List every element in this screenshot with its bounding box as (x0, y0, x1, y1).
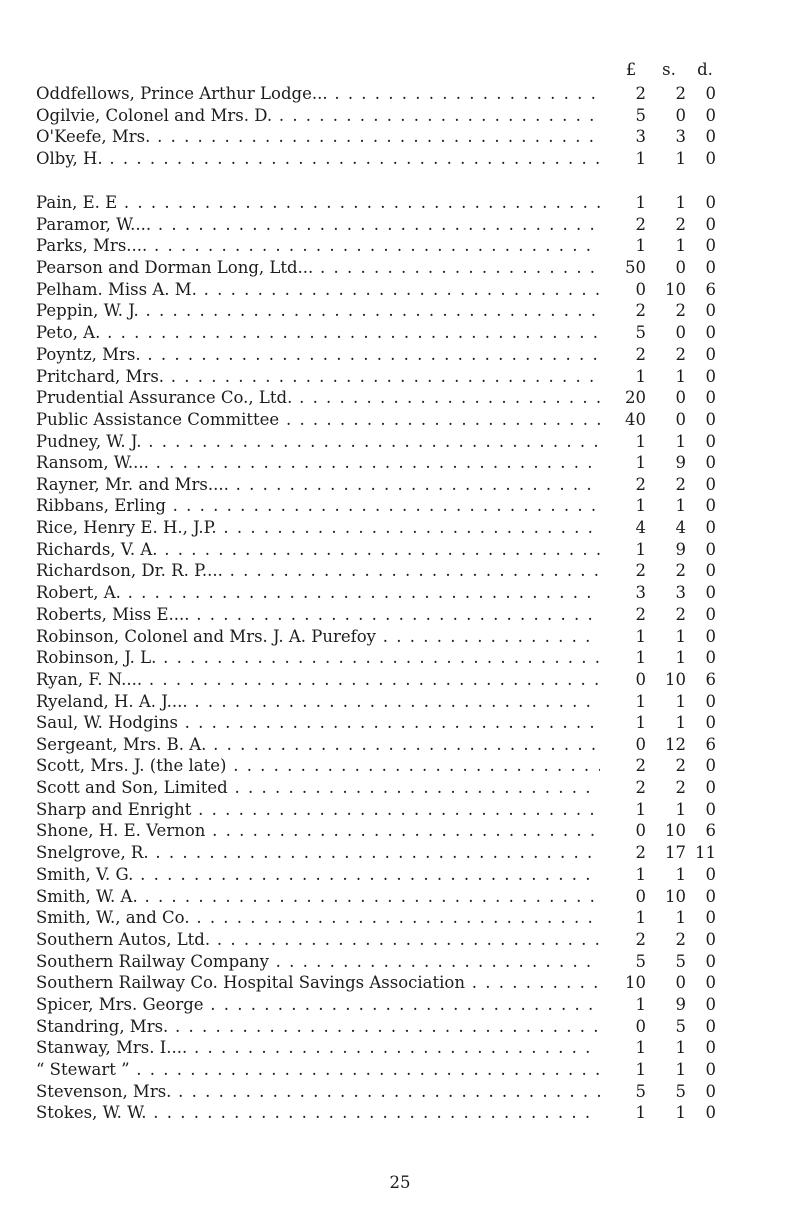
shillings-amount: 2 (675, 214, 686, 234)
subscriber-name: Shone, H. E. Vernon . . . (36, 820, 632, 842)
pence-amount: 0 (705, 799, 716, 819)
pounds-amount: 5 (635, 323, 646, 343)
subscriber-name: Stokes, W. W. . . . (36, 1102, 632, 1124)
section-1 (0, 83, 800, 170)
subscriber-name: Robert, A. . . . (36, 582, 632, 604)
pence-amount: 0 (705, 1103, 716, 1123)
pounds-amount: 2 (635, 778, 646, 798)
list-item (0, 1016, 800, 1038)
subscriber-name: Sergeant, Mrs. B. A. . . . (36, 734, 632, 756)
section-3 (0, 452, 800, 712)
shillings-amount: 0 (675, 258, 686, 278)
shillings-amount: 9 (675, 539, 686, 559)
shillings-amount: 5 (675, 1081, 686, 1101)
subscriber-name: Scott, Mrs. J. (the late) . . . (36, 755, 632, 777)
pence-amount: 0 (705, 323, 716, 343)
pence-amount: 6 (705, 734, 716, 754)
pounds-amount: 1 (635, 908, 646, 928)
pence-amount: 0 (705, 409, 716, 429)
subscriber-name: Richardson, Dr. R. P.... . . . (36, 560, 632, 582)
pounds-amount: 1 (635, 1103, 646, 1123)
list-item (0, 712, 800, 734)
subscriber-name: Public Assistance Committee . . . (36, 409, 632, 431)
subscriber-name: Ransom, W.... . . . (36, 452, 632, 474)
pounds-amount: 1 (635, 539, 646, 559)
pence-amount: 0 (705, 474, 716, 494)
subscriber-name: “ Stewart ” . . . (36, 1059, 632, 1081)
list-item (0, 1081, 800, 1103)
list-item (0, 842, 800, 864)
pounds-amount: 1 (635, 453, 646, 472)
pounds-amount: 1 (635, 626, 646, 646)
list-item (0, 972, 800, 994)
list-item (0, 235, 800, 257)
list-item (0, 907, 800, 929)
pence-amount: 0 (705, 1038, 716, 1058)
shillings-amount: 1 (675, 908, 686, 928)
shillings-amount: 2 (675, 756, 686, 776)
pence-amount: 0 (705, 453, 716, 472)
list-item (0, 1102, 800, 1124)
shillings-amount: 1 (675, 496, 686, 516)
pounds-amount: 1 (635, 994, 646, 1014)
shillings-amount: 2 (675, 778, 686, 798)
shillings-amount: 1 (675, 1060, 686, 1079)
list-item (0, 755, 800, 777)
pence-heading: d. (697, 60, 713, 79)
subscriber-name: O'Keefe, Mrs. . . . (36, 126, 632, 148)
list-item (0, 626, 800, 648)
list-item (0, 951, 800, 973)
shillings-amount: 2 (675, 929, 686, 949)
shillings-amount: 1 (675, 193, 686, 212)
shillings-amount: 0 (675, 105, 686, 125)
pence-amount: 6 (705, 669, 716, 689)
list-item (0, 474, 800, 496)
subscriber-name: Southern Autos, Ltd. . . . (36, 929, 632, 951)
pounds-amount: 1 (635, 366, 646, 386)
list-item (0, 148, 800, 170)
shillings-amount: 0 (675, 409, 686, 429)
pence-amount: 0 (705, 539, 716, 559)
list-item (0, 539, 800, 561)
shillings-amount: 10 (665, 886, 686, 906)
subscriber-name: Spicer, Mrs. George . . . (36, 994, 632, 1016)
pounds-amount: 2 (635, 561, 646, 581)
pounds-amount: 2 (635, 474, 646, 494)
list-item (0, 279, 800, 301)
shillings-amount: 5 (675, 1016, 686, 1036)
subscriber-name: Peto, A. . . . (36, 322, 632, 344)
pence-amount: 0 (705, 127, 716, 147)
pence-amount: 0 (705, 518, 716, 538)
pence-amount: 0 (705, 149, 716, 169)
subscriber-name: Pearson and Dorman Long, Ltd... . . . (36, 257, 632, 279)
pence-amount: 0 (705, 236, 716, 256)
subscriber-name: Smith, W., and Co. . . . (36, 907, 632, 929)
page-number: 25 (389, 1173, 411, 1192)
list-item (0, 994, 800, 1016)
section-4 (0, 712, 800, 1124)
pounds-amount: 0 (635, 734, 646, 754)
pounds-amount: 1 (635, 648, 646, 668)
subscriber-name: Pritchard, Mrs. . . . (36, 366, 632, 388)
pounds-amount: 2 (635, 756, 646, 776)
subscriber-name: Oddfellows, Prince Arthur Lodge... . . . (36, 83, 632, 105)
pounds-amount: 2 (635, 344, 646, 364)
list-item (0, 799, 800, 821)
pence-amount: 0 (705, 908, 716, 928)
pounds-amount: 4 (635, 518, 646, 538)
pounds-amount: 0 (635, 669, 646, 689)
shillings-amount: 10 (665, 279, 686, 299)
list-item (0, 214, 800, 236)
pounds-amount: 40 (625, 409, 646, 429)
subscriber-name: Olby, H. . . . (36, 148, 632, 170)
pence-amount: 0 (705, 626, 716, 646)
list-item (0, 820, 800, 842)
list-item (0, 105, 800, 127)
pounds-amount: 0 (635, 1016, 646, 1036)
pounds-amount: 1 (635, 799, 646, 819)
shillings-amount: 4 (675, 518, 686, 538)
subscriber-name: Smith, W. A. . . . (36, 886, 632, 908)
list-item (0, 387, 800, 409)
pence-amount: 0 (705, 496, 716, 516)
pounds-amount: 5 (635, 951, 646, 971)
subscriber-name: Robinson, J. L. . . . (36, 647, 632, 669)
shillings-amount: 1 (675, 799, 686, 819)
shillings-amount: 1 (675, 366, 686, 386)
list-item (0, 929, 800, 951)
shillings-amount: 9 (675, 994, 686, 1014)
pounds-amount: 0 (635, 886, 646, 906)
pence-amount: 0 (705, 864, 716, 884)
pence-amount: 0 (705, 604, 716, 624)
pounds-amount: 1 (635, 149, 646, 169)
list-item (0, 734, 800, 756)
pence-amount: 0 (705, 258, 716, 278)
pounds-amount: 1 (635, 431, 646, 451)
pence-amount: 6 (705, 279, 716, 299)
subscriber-name: Southern Railway Co. Hospital Savings Association . . . (36, 972, 632, 994)
shillings-amount: 1 (675, 713, 686, 732)
subscriber-name: Poyntz, Mrs. . . . (36, 344, 632, 366)
shillings-amount: 10 (665, 669, 686, 689)
pence-amount: 0 (705, 366, 716, 386)
shillings-amount: 2 (675, 84, 686, 103)
pounds-amount: 1 (635, 1038, 646, 1058)
pounds-amount: 10 (625, 973, 646, 993)
subscriber-name: Standring, Mrs. . . . (36, 1016, 632, 1038)
shillings-amount: 1 (675, 691, 686, 711)
column-headings (0, 60, 800, 84)
pounds-amount: 2 (635, 843, 646, 863)
list-item (0, 582, 800, 604)
pence-amount: 0 (705, 994, 716, 1014)
list-item (0, 495, 800, 517)
list-item (0, 647, 800, 669)
subscriber-name: Ogilvie, Colonel and Mrs. D. . . . (36, 105, 632, 127)
pounds-amount: 3 (635, 583, 646, 603)
shillings-amount: 0 (675, 973, 686, 993)
list-item (0, 691, 800, 713)
pounds-amount: 5 (635, 105, 646, 125)
pence-amount: 0 (705, 431, 716, 451)
pounds-amount: 1 (635, 713, 646, 732)
list-item (0, 777, 800, 799)
list-item (0, 192, 800, 214)
pounds-amount: 1 (635, 691, 646, 711)
pence-amount: 0 (705, 105, 716, 125)
pounds-amount: 3 (635, 127, 646, 147)
pence-amount: 0 (705, 344, 716, 364)
shillings-amount: 2 (675, 604, 686, 624)
subscriber-name: Ryeland, H. A. J.... . . . (36, 691, 632, 713)
pounds-amount: 1 (635, 496, 646, 516)
shillings-amount: 2 (675, 344, 686, 364)
pounds-amount: 0 (635, 279, 646, 299)
shillings-heading: s. (662, 60, 676, 79)
subscriber-name: Peppin, W. J. . . . (36, 300, 632, 322)
subscriber-name: Prudential Assurance Co., Ltd. . . . (36, 387, 632, 409)
pounds-amount: 2 (635, 604, 646, 624)
list-item (0, 517, 800, 539)
subscriber-name: Paramor, W.... . . . (36, 214, 632, 236)
shillings-amount: 5 (675, 951, 686, 971)
pence-amount: 6 (705, 821, 716, 841)
subscriber-name: Smith, V. G. . . . (36, 864, 632, 886)
subscriber-name: Rayner, Mr. and Mrs.... . . . (36, 474, 632, 496)
shillings-amount: 2 (675, 474, 686, 494)
pence-amount: 0 (705, 929, 716, 949)
pounds-heading: £ (625, 60, 637, 79)
list-item (0, 1037, 800, 1059)
subscriber-name: Sharp and Enright . . . (36, 799, 632, 821)
shillings-amount: 1 (675, 648, 686, 668)
pence-amount: 0 (705, 1081, 716, 1101)
pence-amount: 0 (705, 951, 716, 971)
shillings-amount: 12 (665, 734, 686, 754)
pence-amount: 0 (705, 886, 716, 906)
subscriber-name: Robinson, Colonel and Mrs. J. A. Purefoy . . . (36, 626, 632, 648)
pence-amount: 0 (705, 561, 716, 581)
subscriber-name: Snelgrove, R. . . . (36, 842, 632, 864)
subscriber-name: Pudney, W. J. . . . (36, 431, 632, 453)
subscriber-name: Ribbans, Erling . . . (36, 495, 632, 517)
pounds-amount: 1 (635, 236, 646, 256)
pounds-amount: 5 (635, 1081, 646, 1101)
pounds-amount: 1 (635, 1060, 646, 1079)
pence-amount: 0 (705, 713, 716, 732)
pence-amount: 0 (705, 193, 716, 212)
shillings-amount: 1 (675, 431, 686, 451)
subscriber-name: Scott and Son, Limited . . . (36, 777, 632, 799)
shillings-amount: 1 (675, 626, 686, 646)
list-item (0, 1059, 800, 1081)
shillings-amount: 3 (675, 127, 686, 147)
list-item (0, 560, 800, 582)
subscriber-name: Roberts, Miss E.... . . . (36, 604, 632, 626)
pounds-amount: 50 (625, 258, 646, 278)
shillings-amount: 1 (675, 149, 686, 169)
subscriber-name: Richards, V. A. . . . (36, 539, 632, 561)
subscriber-name: Southern Railway Company . . . (36, 951, 632, 973)
pence-amount: 0 (705, 1060, 716, 1079)
pence-amount: 0 (705, 691, 716, 711)
shillings-amount: 2 (675, 561, 686, 581)
pounds-amount: 2 (635, 301, 646, 321)
list-item (0, 126, 800, 148)
shillings-amount: 0 (675, 323, 686, 343)
shillings-amount: 10 (665, 821, 686, 841)
subscriber-name: Saul, W. Hodgins . . . (36, 712, 632, 734)
shillings-amount: 9 (675, 453, 686, 472)
pence-amount: 0 (705, 583, 716, 603)
shillings-amount: 1 (675, 1103, 686, 1123)
pence-amount: 0 (705, 756, 716, 776)
pence-amount: 0 (705, 648, 716, 668)
list-item (0, 409, 800, 431)
list-item (0, 604, 800, 626)
list-item (0, 322, 800, 344)
list-item (0, 300, 800, 322)
shillings-amount: 2 (675, 301, 686, 321)
subscriber-name: Pelham. Miss A. M. . . . (36, 279, 632, 301)
list-item (0, 431, 800, 453)
pence-amount: 0 (705, 84, 716, 103)
list-item (0, 886, 800, 908)
subscriber-name: Pain, E. E . . . (36, 192, 632, 214)
list-item (0, 864, 800, 886)
shillings-amount: 1 (675, 1038, 686, 1058)
subscriber-name: Stevenson, Mrs. . . . (36, 1081, 632, 1103)
shillings-amount: 1 (675, 236, 686, 256)
pence-amount: 0 (705, 1016, 716, 1036)
pounds-amount: 1 (635, 193, 646, 212)
pounds-amount: 1 (635, 864, 646, 884)
list-item (0, 257, 800, 279)
pence-amount: 0 (705, 388, 716, 408)
shillings-amount: 1 (675, 864, 686, 884)
pounds-amount: 2 (635, 214, 646, 234)
list-item (0, 366, 800, 388)
pounds-amount: 2 (635, 929, 646, 949)
subscriber-name: Rice, Henry E. H., J.P. . . . (36, 517, 632, 539)
shillings-amount: 17 (665, 843, 686, 863)
pounds-amount: 2 (635, 84, 646, 103)
subscriber-name: Ryan, F. N.... . . . (36, 669, 632, 691)
list-item (0, 344, 800, 366)
pence-amount: 11 (695, 843, 716, 863)
pounds-amount: 0 (635, 821, 646, 841)
subscriber-name: Parks, Mrs.... . . . (36, 235, 632, 257)
list-item (0, 83, 800, 105)
pence-amount: 0 (705, 973, 716, 993)
list-item (0, 669, 800, 691)
subscriber-name: Stanway, Mrs. I.... . . . (36, 1037, 632, 1059)
section-2 (0, 192, 800, 452)
shillings-amount: 3 (675, 583, 686, 603)
pence-amount: 0 (705, 778, 716, 798)
shillings-amount: 0 (675, 388, 686, 408)
pounds-amount: 20 (625, 388, 646, 408)
list-item (0, 452, 800, 474)
pence-amount: 0 (705, 301, 716, 321)
pence-amount: 0 (705, 214, 716, 234)
